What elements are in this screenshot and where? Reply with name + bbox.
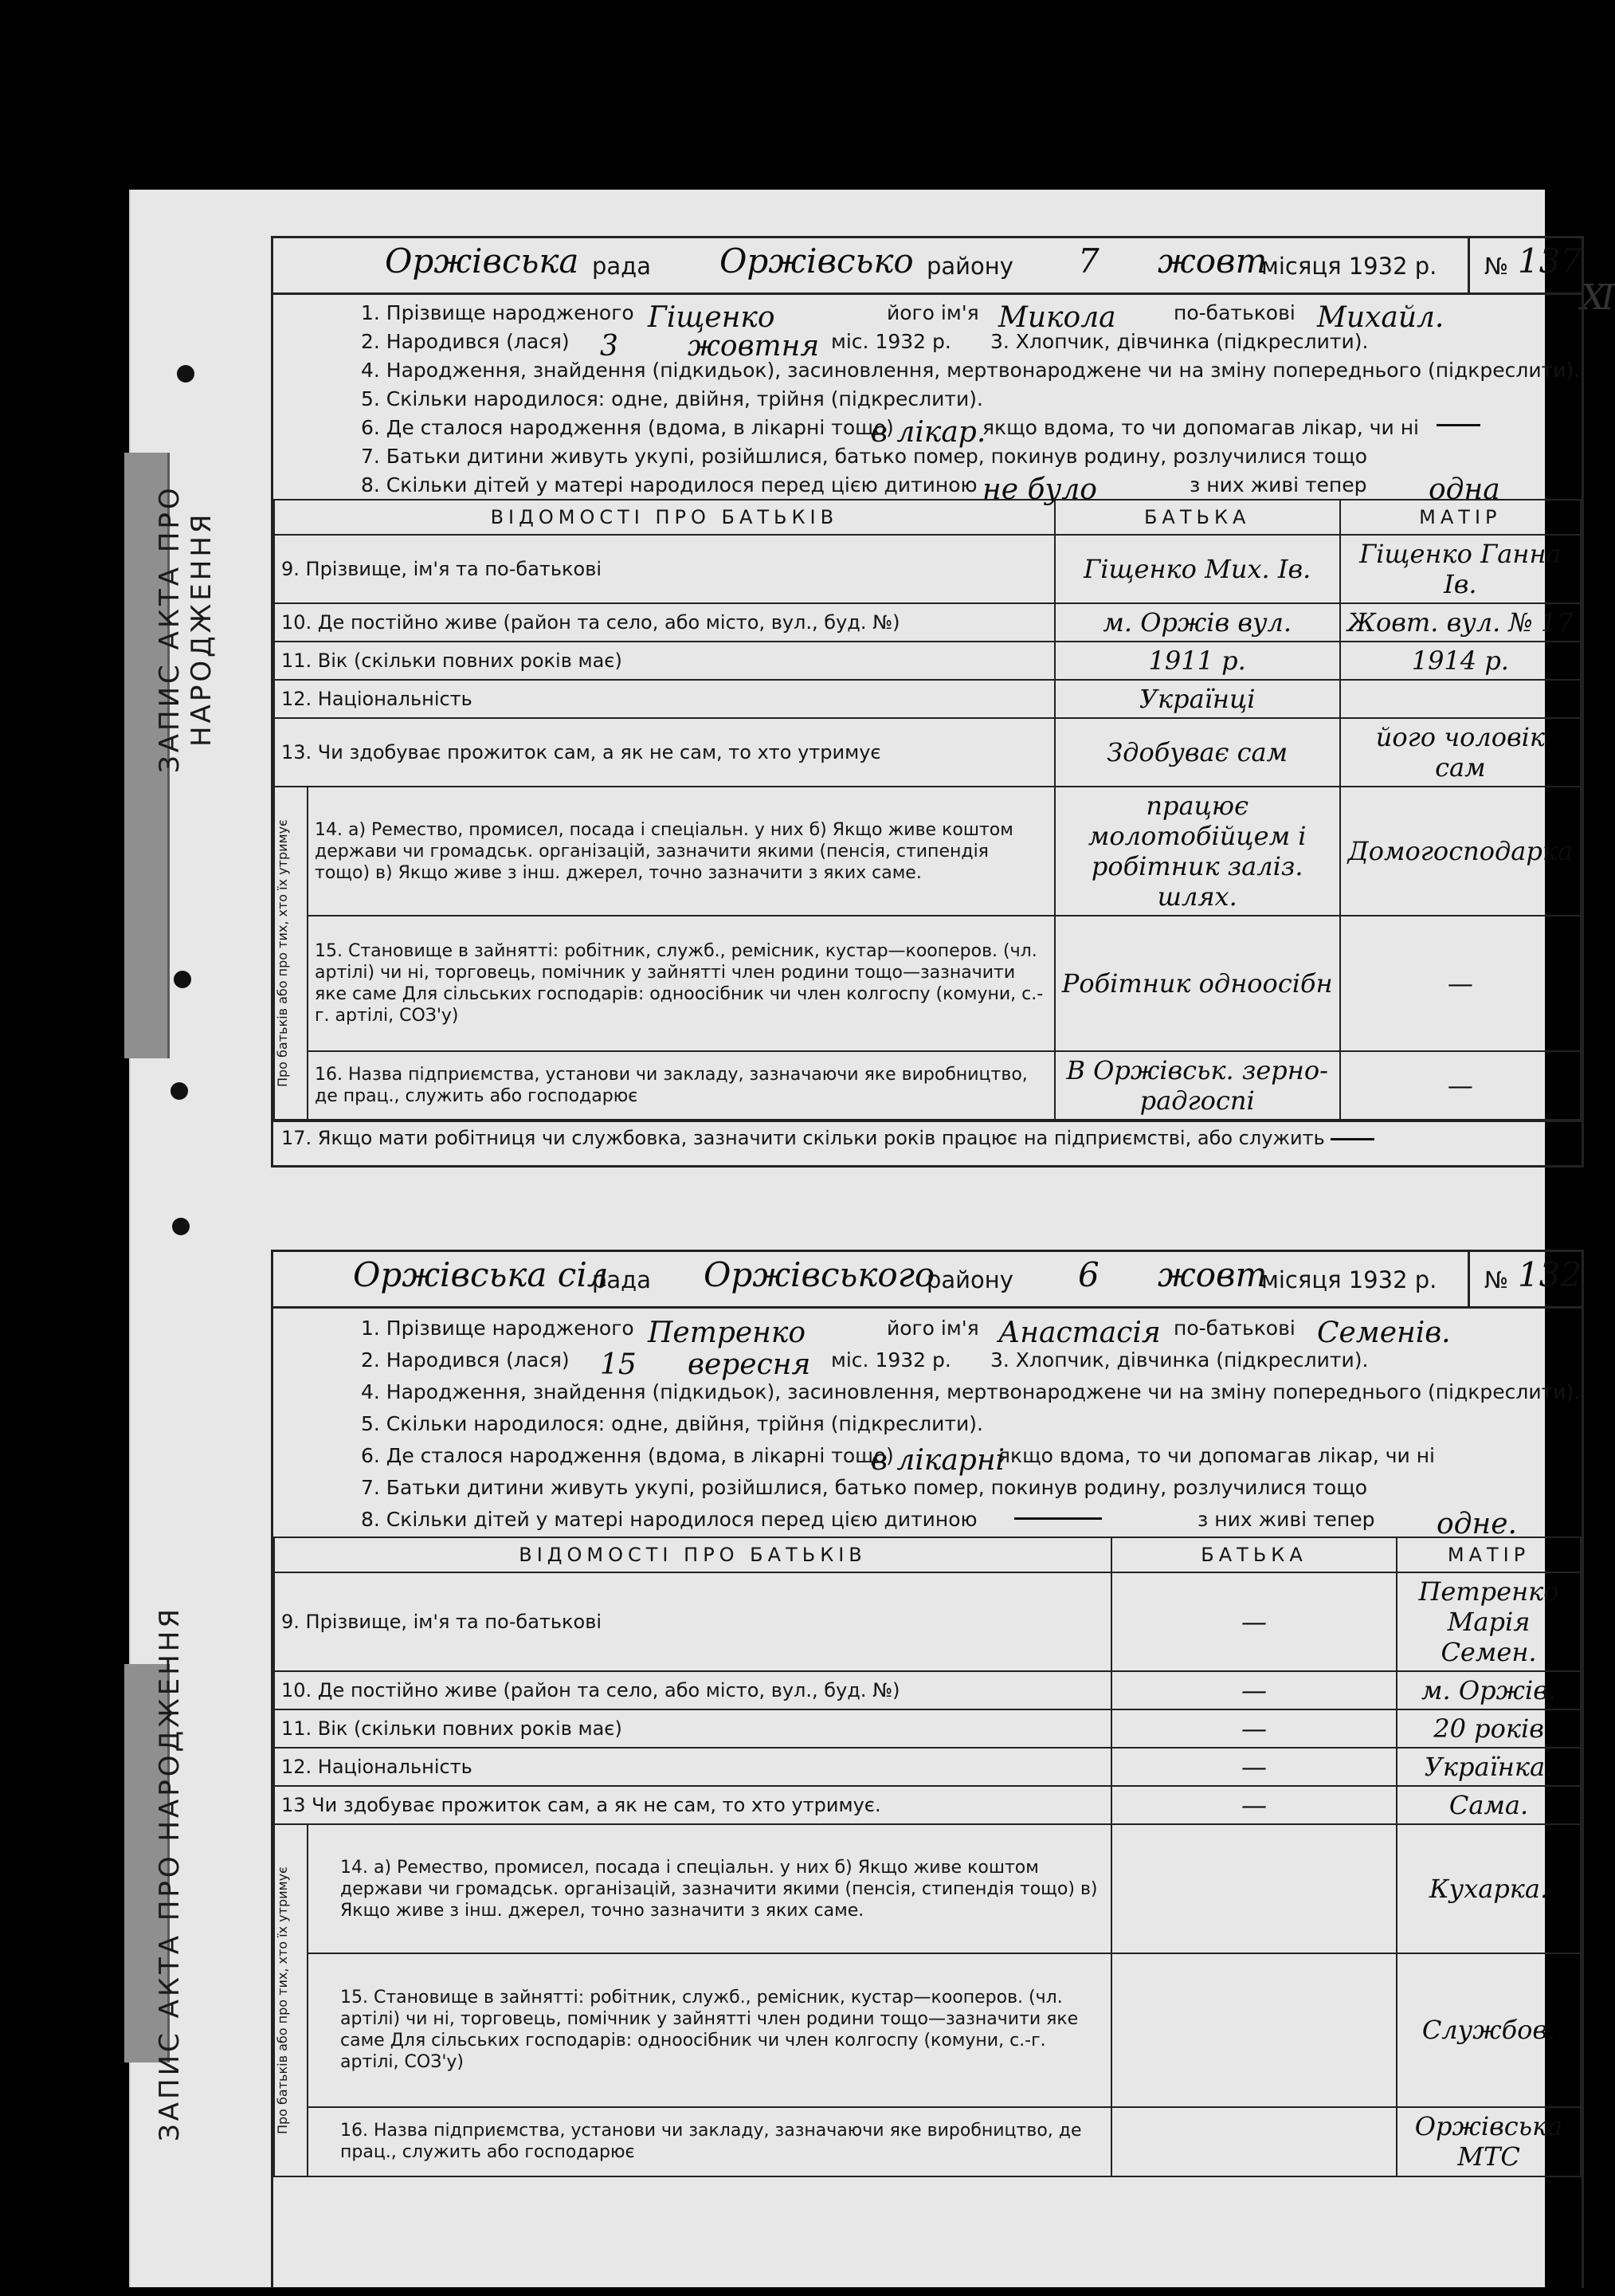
line-6: 6. Де сталося народження (вдома, в лікарні тощо) в лікарні якщо вдома, то чи допомагав лікар, чи ні <box>361 1444 1435 1477</box>
council-handwritten: Оржівська сіл <box>353 1255 609 1294</box>
record-lines <box>273 1309 1582 1540</box>
name-handwritten: Анастасія <box>998 1317 1161 1349</box>
living-children-handwritten: одна <box>1429 473 1500 506</box>
vertical-note: Про батьків або про тих, хто їх утримує <box>275 819 290 1087</box>
birth-place-handwritten: в лікарні <box>871 1444 1005 1477</box>
side-title: ЗАПИС АКТА ПРО НАРОДЖЕННЯ <box>154 485 218 773</box>
month-year-label: місяця 1932 р. <box>1261 1266 1437 1293</box>
table-row: 15. Становище в зайнятті: робітник, служб., ремісник, кустар—кооперов. (чл. артілі) чи ні, торговець, помічник у зайнятті член родини тощо—зазначити яке саме Для сільських господарів: одноосібник чи член колгоспу (комуни, с.-г. артілі, СОЗ'у) Службов. <box>274 1953 1581 2107</box>
parents-table <box>273 499 1582 1121</box>
line-8: 8. Скільки дітей у матері народилося перед цією дитиною не було з них живі тепер одна <box>361 473 1500 506</box>
birth-record-1 <box>154 236 1584 1168</box>
table-row: 13. Чи здобуває прожиток сам, а як не сам, то хто утримує Здобуває сам його чоловік сам <box>274 718 1581 787</box>
name-handwritten: Микола <box>998 301 1116 334</box>
line-5: 5. Скільки народилося: одне, двійня, трійня (підкреслити). <box>361 387 983 410</box>
punch-hole <box>174 971 191 988</box>
birth-month-handwritten: жовтня <box>688 330 820 363</box>
rayon-label: району <box>927 253 1013 280</box>
birth-day-handwritten: 3 <box>600 330 618 363</box>
rada-label: рада <box>592 1266 652 1293</box>
dash-mark <box>1331 1138 1374 1140</box>
line-7: 7. Батьки дитини живуть укупі, розійшлися, батько помер, покинув родину, розлучилися тощо <box>361 1476 1368 1499</box>
rayon-label: району <box>927 1266 1013 1293</box>
record-number-box <box>1468 1252 1582 1306</box>
record-header <box>273 1252 1582 1309</box>
prior-children-handwritten: не було <box>982 473 1097 506</box>
patronymic-handwritten: Семенів. <box>1317 1317 1451 1349</box>
punch-hole <box>177 365 194 383</box>
table-row: 15. Становище в зайнятті: робітник, служб., ремісник, кустар—кооперов. (чл. артілі) чи ні, торговець, помічник у зайнятті член родини тощо—зазначити яке саме Для сільських господарів: одноосібник чи член колгоспу (комуни, с.-г. артілі, СОЗ'у) Робітник одноосібн — <box>274 916 1581 1051</box>
table-row: 12. Національність Українці <box>274 680 1581 718</box>
vertical-note: Про батьків або про тих, хто їх утримує <box>275 1866 290 2134</box>
living-children-handwritten: одне. <box>1437 1508 1517 1540</box>
table-header: ВІДОМОСТІ ПРО БАТЬКІВ БАТЬКА МАТІР <box>274 500 1581 535</box>
line-8: 8. Скільки дітей у матері народилося перед цією дитиною з них живі тепер одне. <box>361 1508 1517 1540</box>
number-label: № <box>1484 1266 1509 1293</box>
line-4: 4. Народження, знайдення (підкидьок), засиновлення, мертвонароджене чи на зміну попереднього (підкреслити). <box>361 1380 1581 1403</box>
month-year-label: місяця 1932 р. <box>1261 253 1437 280</box>
month-handwritten: жовт <box>1158 1255 1268 1294</box>
number-label: № <box>1484 253 1509 280</box>
day-handwritten: 7 <box>1078 241 1100 281</box>
line-2: 2. Народився (лася) 3 жовтня міс. 1932 р. 3. Хлопчик, дівчинка (підкреслити). <box>361 330 1369 363</box>
day-handwritten: 6 <box>1078 1255 1100 1294</box>
table-row: Про батьків або про тих, хто їх утримує 14. а) Ремество, промисел, посада і спеціальн. у них б) Якщо живе коштом держави чи громадськ. організацій, зазначити якими (пенсія, стипендія тощо) в) Якщо живе з інш. джерел, точно зазначити з яких саме. Кухарка. <box>274 1824 1581 1953</box>
line-1: 1. Прізвище народженого Гіщенко його ім'я Микола по-батькові Михайл. <box>361 301 1444 334</box>
table-row: 16. Назва підприємства, установи чи закладу, зазначаючи яке виробництво, де прац., служить або господарює Оржівська МТС <box>274 2107 1581 2176</box>
line-2: 2. Народився (лася) 15 вересня міс. 1932 р. 3. Хлопчик, дівчинка (підкреслити). <box>361 1348 1369 1381</box>
table-row: 16. Назва підприємства, установи чи закладу, зазначаючи яке виробництво, де прац., служить або господарює В Оржівськ. зерно-радгоспі — <box>274 1051 1581 1120</box>
district-handwritten: Оржівсько <box>719 241 914 281</box>
record-lines <box>273 295 1582 506</box>
dash-mark <box>1014 1517 1102 1520</box>
table-row: 9. Прізвище, ім'я та по-батькові Гіщенко Мих. Ів. Гіщенко Ганна Ів. <box>274 535 1581 603</box>
birth-place-handwritten: в лікар. <box>871 416 986 449</box>
birth-month-handwritten: вересня <box>688 1348 811 1381</box>
birth-record-2 <box>154 1250 1584 2288</box>
district-handwritten: Оржівського <box>704 1255 935 1294</box>
parents-table <box>273 1537 1582 2177</box>
punch-hole <box>172 1218 190 1235</box>
surname-handwritten: Гіщенко <box>648 301 775 334</box>
archive-mark: Ⅺ <box>1581 277 1615 318</box>
table-row: 11. Вік (скільки повних років має) 1911 р. 1914 р. <box>274 642 1581 680</box>
record-header <box>273 238 1582 295</box>
patronymic-handwritten: Михайл. <box>1317 301 1444 334</box>
line-6: 6. Де сталося народження (вдома, в лікарні тощо) в лікар. якщо вдома, то чи допомагав лікар, чи ні <box>361 413 1582 442</box>
line-1: 1. Прізвище народженого Петренко його ім'я Анастасія по-батькові Семенів. <box>361 1317 1451 1349</box>
side-title: ЗАПИС АКТА ПРО НАРОДЖЕННЯ <box>154 1606 186 2141</box>
table-row: 11. Вік (скільки повних років має) — 20 років <box>274 1709 1581 1748</box>
document-page <box>129 190 1615 2287</box>
surname-handwritten: Петренко <box>648 1317 806 1349</box>
line-5: 5. Скільки народилося: одне, двійня, трійня (підкреслити). <box>361 1412 983 1435</box>
table-row: 13 Чи здобуває прожиток сам, а як не сам, то хто утримує. — Сама. <box>274 1786 1581 1824</box>
table-header: ВІДОМОСТІ ПРО БАТЬКІВ БАТЬКА МАТІР <box>274 1537 1581 1572</box>
month-handwritten: жовт <box>1158 241 1268 281</box>
council-handwritten: Оржівська <box>385 241 579 281</box>
table-row: 9. Прізвище, ім'я та по-батькові — Петренко Марія Семен. <box>274 1572 1581 1671</box>
line-4: 4. Народження, знайдення (підкидьок), засиновлення, мертвонароджене чи на зміну попереднього (підкреслити). <box>361 359 1581 382</box>
rada-label: рада <box>592 253 652 280</box>
record-number: 132 <box>1518 1255 1582 1294</box>
line-17: 17. Якщо мати робітниця чи службовка, зазначити скільки років працює на підприємстві, або служить <box>273 1121 1582 1165</box>
record-number-box <box>1468 238 1582 292</box>
line-7: 7. Батьки дитини живуть укупі, розійшлися, батько помер, покинув родину, розлучилися тощо <box>361 445 1368 468</box>
record-number: 137 <box>1518 241 1582 281</box>
dash-mark <box>1437 424 1480 426</box>
table-row: 10. Де постійно живе (район та село, або місто, вул., буд. №) — м. Оржів. <box>274 1671 1581 1709</box>
table-row: 12. Національність — Українка. <box>274 1748 1581 1786</box>
punch-hole <box>171 1082 188 1100</box>
birth-day-handwritten: 15 <box>600 1348 637 1381</box>
table-row: Про батьків або про тих, хто їх утримує 14. а) Ремество, промисел, посада і спеціальн. у них б) Якщо живе коштом держави чи громадськ. організацій, зазначити якими (пенсія, стипендія тощо) в) Якщо живе з інш. джерел, точно зазначити з яких саме. працює молотобійцем і робітник заліз. шлях. Домогосподарка <box>274 787 1581 916</box>
table-row: 10. Де постійно живе (район та село, або місто, вул., буд. №) м. Оржів вул. Жовт. вул. № 17 <box>274 603 1581 642</box>
